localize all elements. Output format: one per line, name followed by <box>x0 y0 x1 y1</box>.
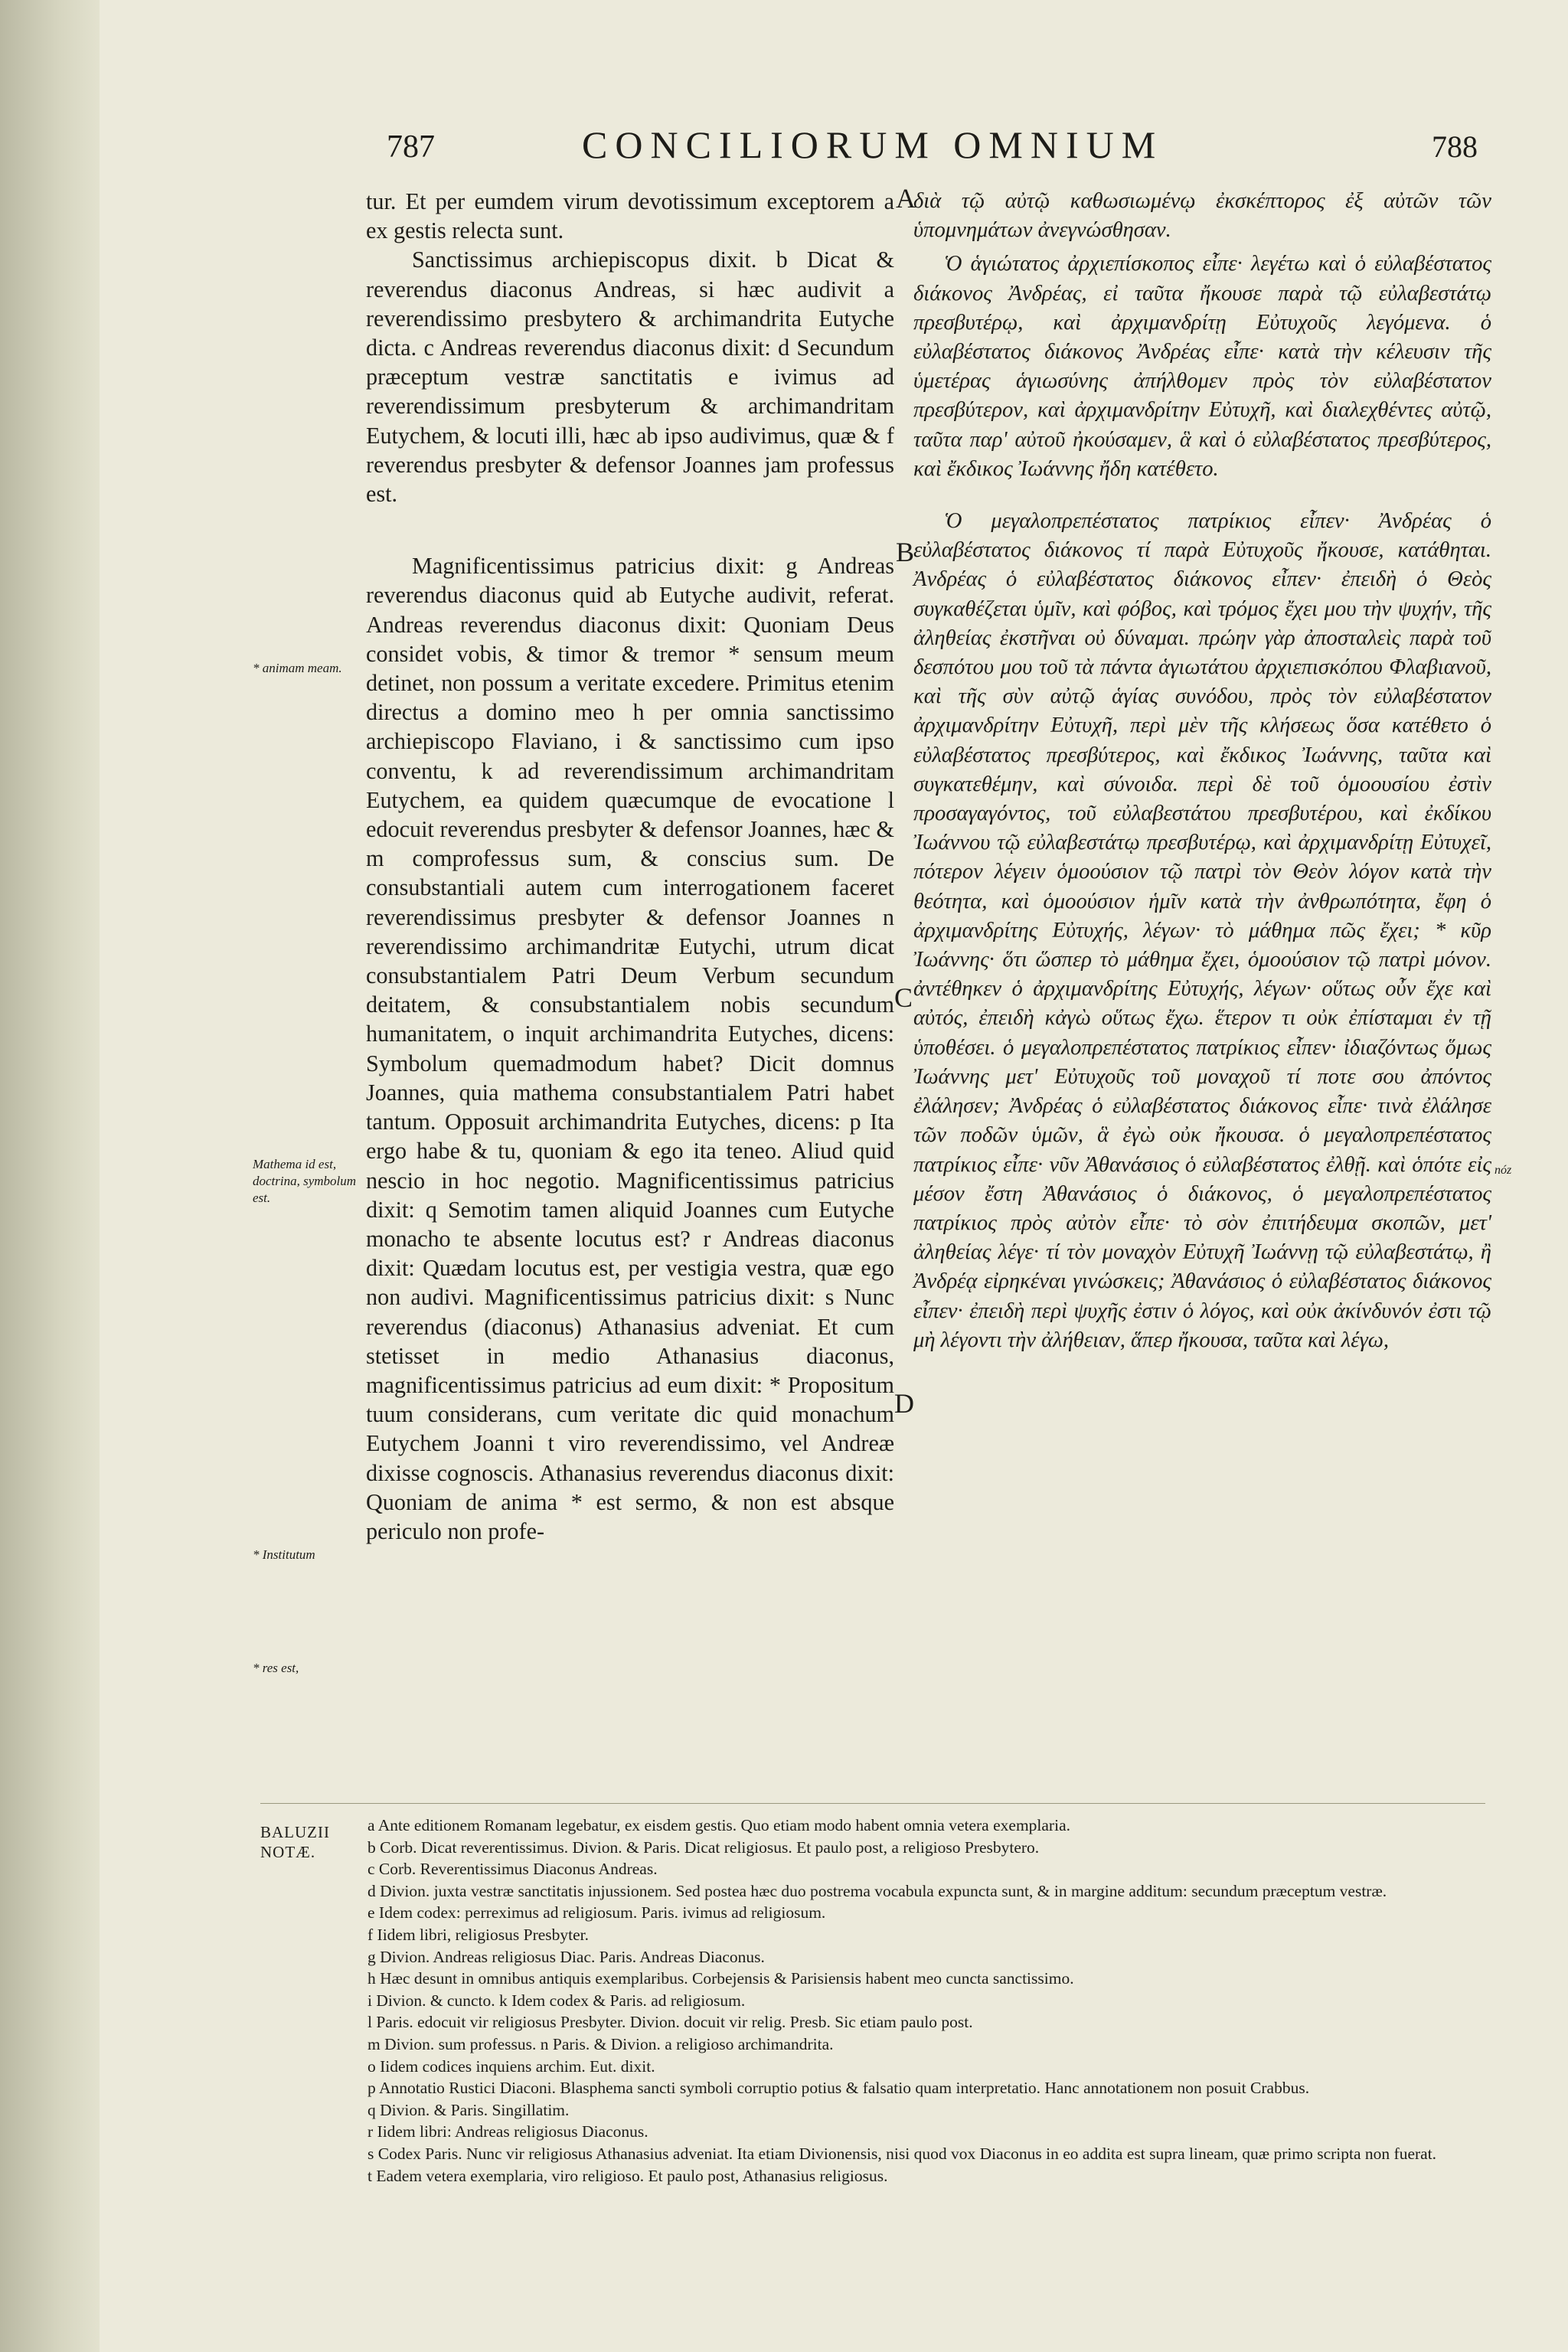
footnote-m-n: m Divion. sum professus. n Paris. & Divion. a religioso archimandrita. <box>368 2034 834 2053</box>
footnote-t: t Eadem vetera exemplaria, viro religioso. Et paulo post, Athanasius religiosus. <box>368 2166 888 2185</box>
left-page-number: 787 <box>387 129 435 165</box>
page-header <box>0 122 1568 168</box>
column-marker-c: C <box>894 982 913 1013</box>
footnote-rule <box>260 1803 1485 1804</box>
latin-paragraph: Magnificentissimus patricius dixit: g Andreas reverendus diaconus quid ab Eutyche audivit, referat. Andreas reverendus diaconus dixit: Quoniam Deus considet vobis, & timor & tremor * sensum meum detinet, non possum a veritate excedere. Primitus etenim directus a domino meo h per omnia sanctissimo archiepiscopo Flaviano, i & sanctissimo cum ipso conventu, k ad reverendissimum archimandritam Eutychem, ea quidem quæcumque de evocatione l edocuit reverendus presbyter & defensor Joannes, hæc & m comprofessus sum, & conscius sum. De consubstantiali autem cum interrogationem faceret reverendissimus presbyter & defensor Joannes n reverendissimo archimandritæ Eutychi, utrum dicat consubstantialem Patri Deum Verbum secundum deitatem, & consubstantialem nobis secundum humanitatem, o inquit archimandrita Eutyches, dicens: Symbolum quemadmodum habet? Dicit domnus Joannes, quia mathema consubstantialem Patri habet tantum. Opposuit archimandrita Eutyches, dicens: p Ita ergo habe & tu, quoniam & ego ita teneo. Aliud quid nescio in hoc negotio. Magnificentissimus patricius dixit: q Semotim tamen aliquid Joannes cum Eutyche monacho te absente locutus est? r Andreas diaconus dixit: Quædam locutus est, per vestigia vestra, quæ ego non audivi. Magnificentissimus patricius dixit: s Nunc reverendus (diaconus) Athanasius adveniat. Et cum stetisset in medio Athanasius diaconus, magnificentissimus patricius ad eum dixit: * Propositum tuum considerans, cum veritate dic quid monachum Eutychem Joanni t viro reverendissimo, vel Andreæ dixisse cognoscis. Athanasius reverendus diaconus dixit: Quoniam de anima * est sermo, & non est absque periculo non profe- <box>366 553 894 1544</box>
footnote-r: r Iidem libri: Andreas religiosus Diaconus. <box>368 2122 648 2141</box>
footnote-p: p Annotatio Rustici Diaconi. Blasphema sancti symboli corruptio potius & falsatio quam interpretatio. Hanc annotationem non posuit Crabbus. <box>368 2079 1310 2098</box>
latin-column <box>366 187 894 1546</box>
margin-note-right: nóz <box>1494 1164 1512 1177</box>
margin-note-mathema: Mathema id est, doctrina, symbolum est. <box>253 1157 357 1205</box>
footnote-o: o Iidem codices inquiens archim. Eut. dixit. <box>368 2056 655 2076</box>
greek-paragraph: Ὁ μεγαλοπρεπέστατος πατρίκιος εἶπεν· Ἀνδρέας ὁ εὐλαβέστατος διάκονος τί παρὰ Εὐτυχοῦς ἤκουσε, κατάθηται. Ἀνδρέας ὁ εὐλαβέστατος διάκονος εἶπεν· ἐπειδὴ ὁ Θεὸς συγκαθέζεται ὑμῖν, καὶ φόβος, καὶ τρόμος ἔχει μου τὴν ψυχήν, τῆς ἀληθείας ἐκστῆναι οὐ δύναμαι. πρώην γὰρ ἀποσταλεὶς παρὰ τοῦ δεσπότου μου τοῦ τὰ πάντα ἁγιωτάτου ἀρχιεπισκόπου Φλαβιανοῦ, καὶ τῆς σὺν αὐτῷ ἁγίας συνόδου, πρὸς τὸν εὐλαβέστατον ἀρχιμανδρίτην Εὐτυχῆ, περὶ μὲν τῆς κλήσεως ὅσα κατέθετο ὁ εὐλαβέστατος πρεσβύτερος, καὶ ἔκδικος Ἰωάννης, ταῦτα καὶ συγκατεθέμην, καὶ σύνοιδα. περὶ δὲ τοῦ ὁμοουσίου ἐστὶν προσαγαγόντος, τοῦ εὐλαβεστάτου πρεσβυτέρου, καὶ ἐκδίκου Ἰωάννου τῷ εὐλαβεστάτῳ πρεσβυτέρῳ, καὶ ἀρχιμανδρίτῃ Εὐτυχεῖ, πότερον λέγειν ὁμοούσιον τῷ πατρὶ τὸν Θεὸν λόγον κατὰ τὴν θεότητα, καὶ ὁμοούσιον ἡμῖν κατὰ τὴν ἀνθρωπότητα, ἔφη ὁ ἀρχιμανδρίτης Εὐτυχής, λέγων· τὸ μάθημα πῶς ἔχει; * κῦρ Ἰωάννης· ὅτι ὥσπερ τὸ μάθημα ἔχει, ὁμοούσιον τῷ πατρὶ μόνον. ἀντέθηκεν ὁ ἀρχιμανδρίτης Εὐτυχής, λέγων· οὕτως οὖν ἔχε καὶ αὐτός, ἐπειδὴ κἀγὼ οὕτως ἔχω. ἕτερον τι οὐκ ἐπίσταμαι ἐν τῇ ὑποθέσει. ὁ μεγαλοπρεπέστατος πατρίκιος εἶπεν· ἰδιαζόντως ὅμως Ἰωάννης μετ' Εὐτυχοῦς τοῦ μοναχοῦ τί ποτε σου ἀπόντος ἐλάλησεν; Ἀνδρέας ὁ εὐλαβέστατος διάκονος εἶπε· τινὰ ἐλάλησε τῶν ποδῶν ὑμῶν, ἃ ἐγὼ οὐκ ἤκουσα. ὁ μεγαλοπρεπέστατος πατρίκιος εἶπε· νῦν Ἀθανάσιος ὁ εὐλαβέστατος ἐλθῇ. καὶ ὁπότε εἰς μέσον ἔστη Ἀθανάσιος ὁ διάκονος, ὁ μεγαλοπρεπέστατος πατρίκιος πρὸς αὐτὸν εἶπε· τὸ σὸν ἐπιτήδευμα σκοπῶν, μετ' ἀληθείας λέγε· τί τὸν μοναχὸν Εὐτυχῆ Ἰωάννῃ τῷ εὐλαβεστάτῳ, ἢ Ἀνδρέᾳ εἰρηκέναι γινώσκεις; Ἀθανάσιος ὁ εὐλαβέστατος διάκονος εἶπεν· ἐπειδὴ περὶ ψυχῆς ἐστιν ὁ λόγος, καὶ οὐκ ἀκίνδυνόν ἐστι τῷ μὴ λέγοντι τὴν ἀλήθειαν, ἅπερ ἤκουσα, ταῦτα καὶ λέγω, <box>913 509 1491 1352</box>
footnote-b: b Corb. Dicat reverentissimus. Divion. & Paris. Dicat religiosus. Et paulo post, a religioso Presbytero. <box>368 1838 1040 1857</box>
footnote-i-k: i Divion. & cuncto. k Idem codex & Paris. ad religiosum. <box>368 1991 746 2010</box>
greek-paragraph: διὰ τῷ αὐτῷ καθωσιωμένῳ ἐκσκέπτορος ἐξ αὐτῶν τῶν ὑπομνημάτων ἀνεγνώσθησαν. <box>913 189 1491 243</box>
footnotes <box>368 1815 1493 2187</box>
footnote-q: q Divion. & Paris. Singillatim. <box>368 2100 570 2119</box>
running-title: CONCILIORUM OMNIUM <box>582 123 1164 166</box>
footnote-e: e Idem codex: perreximus ad religiosum. Paris. ivimus ad religiosum. <box>368 1903 826 1922</box>
footnote-f: f Iidem libri, religiosus Presbyter. <box>368 1925 590 1944</box>
footnote-d: d Divion. juxta vestræ sanctitatis injussionem. Sed postea hæc duo postrema vocabula expuncta sunt, & in margine additum: secundum præceptum vestræ. <box>368 1881 1387 1900</box>
margin-note-res-est: * res est, <box>253 1661 299 1675</box>
greek-column <box>913 187 1491 1355</box>
margin-note-institutum: * Institutum <box>253 1547 315 1562</box>
footnote-h: h Hæc desunt in omnibus antiquis exemplaribus. Corbejensis & Parisiensis habent meo cuncta sanctissimo. <box>368 1969 1074 1988</box>
footnote-s: s Codex Paris. Nunc vir religiosus Athanasius adveniat. Ita etiam Divionensis, nisi quod vox Diaconus in eo addita est supra lineam, quæ primo scripta non fuerat. <box>368 2144 1437 2163</box>
column-marker-b: B <box>896 537 915 567</box>
column-marker-a: A <box>896 183 916 214</box>
footnote-l: l Paris. edocuit vir religiosus Presbyter. Divion. docuit vir relig. Presb. Sic etiam paulo post. <box>368 2013 973 2032</box>
footnote-g: g Divion. Andreas religiosus Diac. Paris. Andreas Diaconus. <box>368 1947 765 1966</box>
greek-paragraph: Ὁ ἁγιώτατος ἀρχιεπίσκοπος εἶπε· λεγέτω καὶ ὁ εὐλαβέστατος διάκονος Ἀνδρέας, εἰ ταῦτα ἤκουσε παρὰ τῷ εὐλαβεστάτῳ πρεσβυτέρῳ, καὶ ἀρχιμανδρίτῃ Εὐτυχοῦς λεγόμενα. ὁ εὐλαβέστατος διάκονος Ἀνδρέας εἶπε· κατὰ τὴν κέλευσιν τῆς ὑμετέρας ἁγιωσύνης ἀπήλθομεν πρὸς τὸν εὐλαβέστατον πρεσβύτερον, καὶ ἀρχιμανδρίτην Εὐτυχῆ, καὶ διαλεχθέντες αὐτῷ, ταῦτα παρ' αὐτοῦ ἠκούσαμεν, ἃ καὶ ὁ εὐλαβέστατος πρεσβύτερος, καὶ ἔκδικος Ἰωάννης ἤδη κατέθετο. <box>913 252 1491 481</box>
right-page-number: 788 <box>1432 129 1478 164</box>
notes-label: BALUZII NOTÆ. <box>260 1823 330 1861</box>
column-marker-d: D <box>894 1388 914 1419</box>
latin-paragraph: Sanctissimus archiepiscopus dixit. b Dicat & reverendus diaconus Andreas, si hæc audivit a reverendissimo presbytero & archimandrita Eutyche dicta. c Andreas reverendus diaconus dixit: d Secundum præceptum vestræ sanctitatis e ivimus ad reverendissimum presbyterum & archimandritam Eutychem, & locuti illi, hæc ab ipso audivimus, quæ & f reverendus presbyter & defensor Joannes jam professus est. <box>366 247 894 508</box>
footnote-c: c Corb. Reverentissimus Diaconus Andreas. <box>368 1860 658 1879</box>
footnote-a: a Ante editionem Romanam legebatur, ex eisdem gestis. Quo etiam modo habent omnia vetera exemplaria. <box>368 1816 1070 1834</box>
margin-note-animam: * animam meam. <box>253 661 342 675</box>
latin-paragraph: tur. Et per eumdem virum devotissimum exceptorem a ex gestis relecta sunt. <box>366 188 894 244</box>
book-spine-shadow <box>0 0 100 2352</box>
